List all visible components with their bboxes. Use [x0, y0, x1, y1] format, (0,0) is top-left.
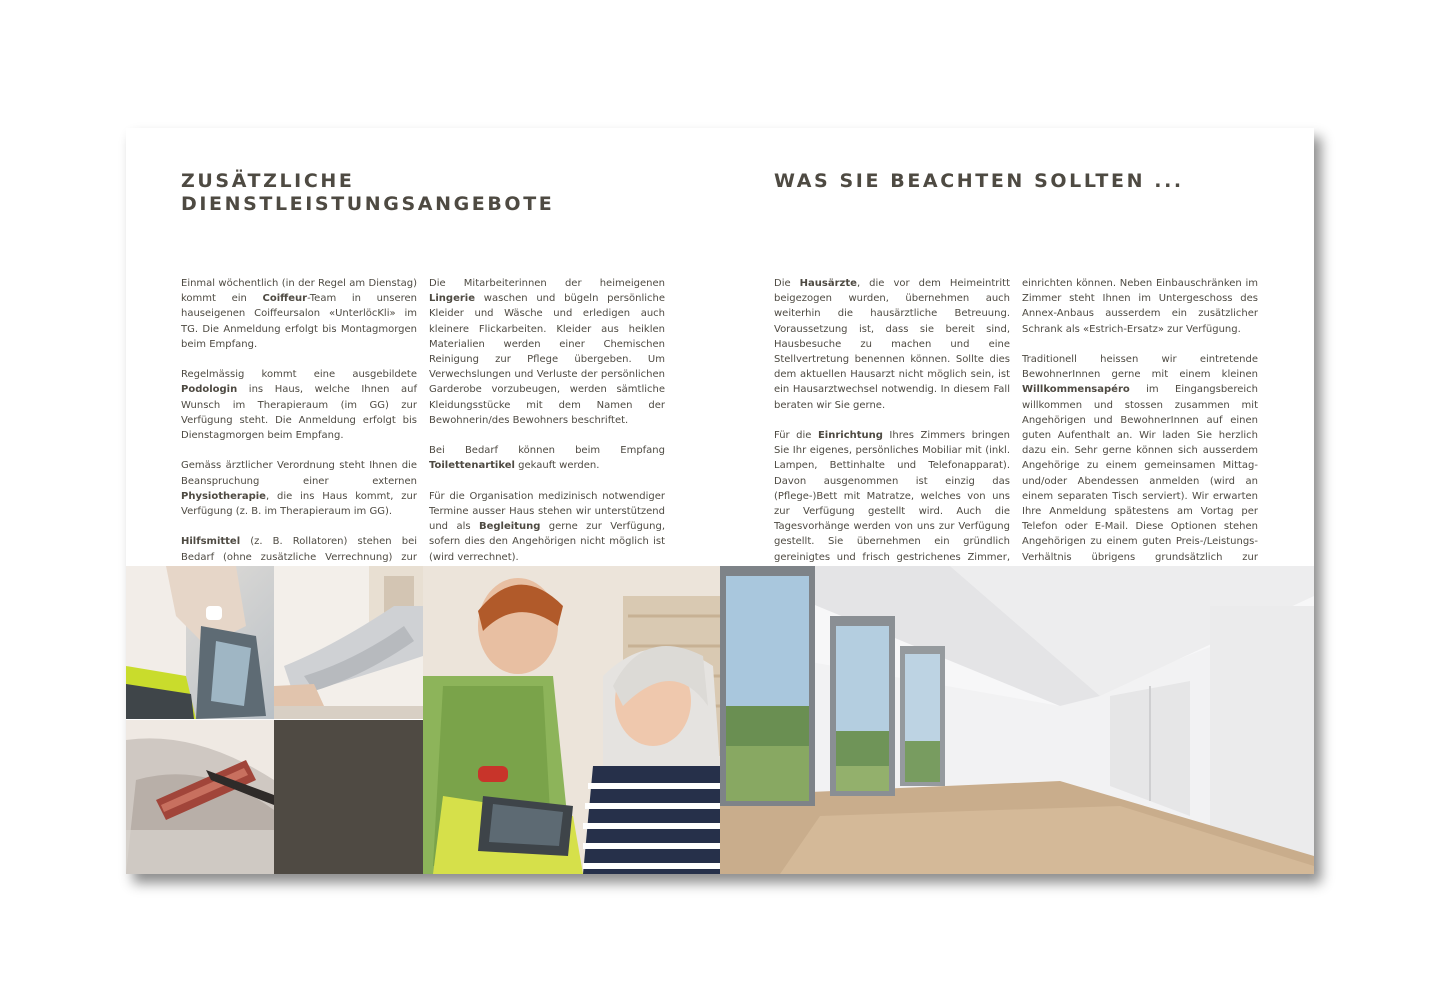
paragraph: Die Hausärzte, die vor dem Heimeintritt beigezogen wurden, übernehmen auch weiterhin die hausärztliche Betreuung. Voraussetzung ist, dass sie bereit sind, Hausbesuche zu machen und eine Stellvertretung benennen können. Sollte dies dem aktuellen Hausarzt nicht möglich sein, ist ein Hausarztwechsel notwendig. In diesem Fall beraten wir Sie gerne. [774, 278, 1010, 411]
photo-therapist-and-resident [423, 566, 720, 874]
left-column-1 [181, 276, 417, 595]
photo-physiotherapy [274, 566, 423, 719]
paragraph: Gemäss ärztlicher Verordnung steht Ihnen die Beanspruchung einer externen Physiotherapie, die ins Haus kommt, zur Verfügung (z. B. im Therapieraum im GG). [181, 460, 417, 518]
left-title-line1: ZUSÄTZLICHE [181, 170, 355, 192]
left-title-line2: DIENSTLEISTUNGSANGEBOTE [181, 193, 555, 215]
paragraph: Die Mitarbeiterinnen der heimeigenen Lingerie waschen und bügeln persönliche Kleider und Wäsche und erledigen auch kleinere Flickarbeiten. Kleider aus heiklen Materialien werden einer Chemischen Reinigung zur Pflege übergeben. Um Verwechslungen und Verluste der persönlichen Garderobe vorzubeugen, werden sämtliche Kleidungsstücke mit dem Namen der Bewohnerin/des Bewohners beschriftet. [429, 278, 665, 426]
right-column-1 [774, 276, 1010, 595]
accent-block [274, 720, 423, 874]
photo-device-hand [126, 566, 274, 719]
paragraph: Regelmässig kommt eine ausgebildete Podologin ins Haus, welche Ihnen auf Wunsch im Therapieraum (im GG) zur Verfügung steht. Die Anmeldung erfolgt bis Dienstagmorgen beim Empfang. [181, 369, 417, 442]
paragraph: Traditionell heissen wir eintretende BewohnerInnen gerne mit einem kleinen Willkommensapéro im Eingangsbereich willkommen und stossen zusammen mit Angehörigen und BewohnerInnen auf einen guten Aufenthalt an. Wir laden Sie herzlich dazu ein. Sehr gerne können sich ausserdem Angehörige zu einem gemeinsamen Mittag- und/oder Abendessen anmelden (wird an einem separaten Tisch serviert). Wir erwarten Ihre Anmeldung spätestens am Vortag per Telefon oder E-Mail. Diese Optionen stehen Angehörigen zu einem guten Preis-/Leistungs-Verhältnis übrigens grundsätzlich zur [1022, 354, 1258, 563]
left-column-2 [429, 276, 665, 580]
paragraph: einrichten können. Neben Einbauschränken im Zimmer steht Ihnen im Untergeschoss des Annex-Anbaus ausserdem ein zusätzlicher Schrank als «Estrich-Ersatz» zur Verfügung. [1022, 278, 1258, 335]
paragraph: Hilfsmittel (z. B. Rollatoren) stehen bei Bedarf (ohne zusätzliche Verrechnung) zur [181, 536, 417, 563]
right-page-title: WAS SIE BEACHTEN SOLLTEN ... [774, 170, 1184, 192]
paragraph: Für die Organisation medizinisch notwendiger Termine ausser Haus stehen wir unterstützend und als Begleitung gerne zur Verfügung, sofern dies den Angehörigen nicht möglich ist (wird verrechnet). [429, 490, 665, 563]
right-column-2 [1022, 276, 1258, 595]
paragraph: Bei Bedarf können beim Empfang Toilettenartikel gekauft werden. [429, 445, 665, 472]
paragraph: Für die Einrichtung Ihres Zimmers bringen Sie Ihr eigenes, persönliches Mobiliar mit (inkl. Lampen, Bettinhalte und Telefonapparat). Davon ausgenommen ist einzig das (Pflege-)Bett mit Matratze, welches von uns zur Verfügung gestellt wird. Auch die Tagesvorhänge werden von uns zur Verfügung gestellt. Sie übernehmen ein gründlich gereinigtes und frisch gestrichenes Zimmer, [774, 430, 1010, 563]
left-page-title [181, 170, 554, 216]
photo-empty-room [720, 566, 1314, 874]
paragraph: Einmal wöchentlich (in der Regel am Dienstag) kommt ein Coiffeur-Team in unseren hauseigenen Coiffeursalon «UnterlöcKli» im TG. Die Anmeldung erfolgt bis Montagmorgen beim Empfang. [181, 278, 417, 350]
photo-hair-comb [126, 720, 274, 874]
